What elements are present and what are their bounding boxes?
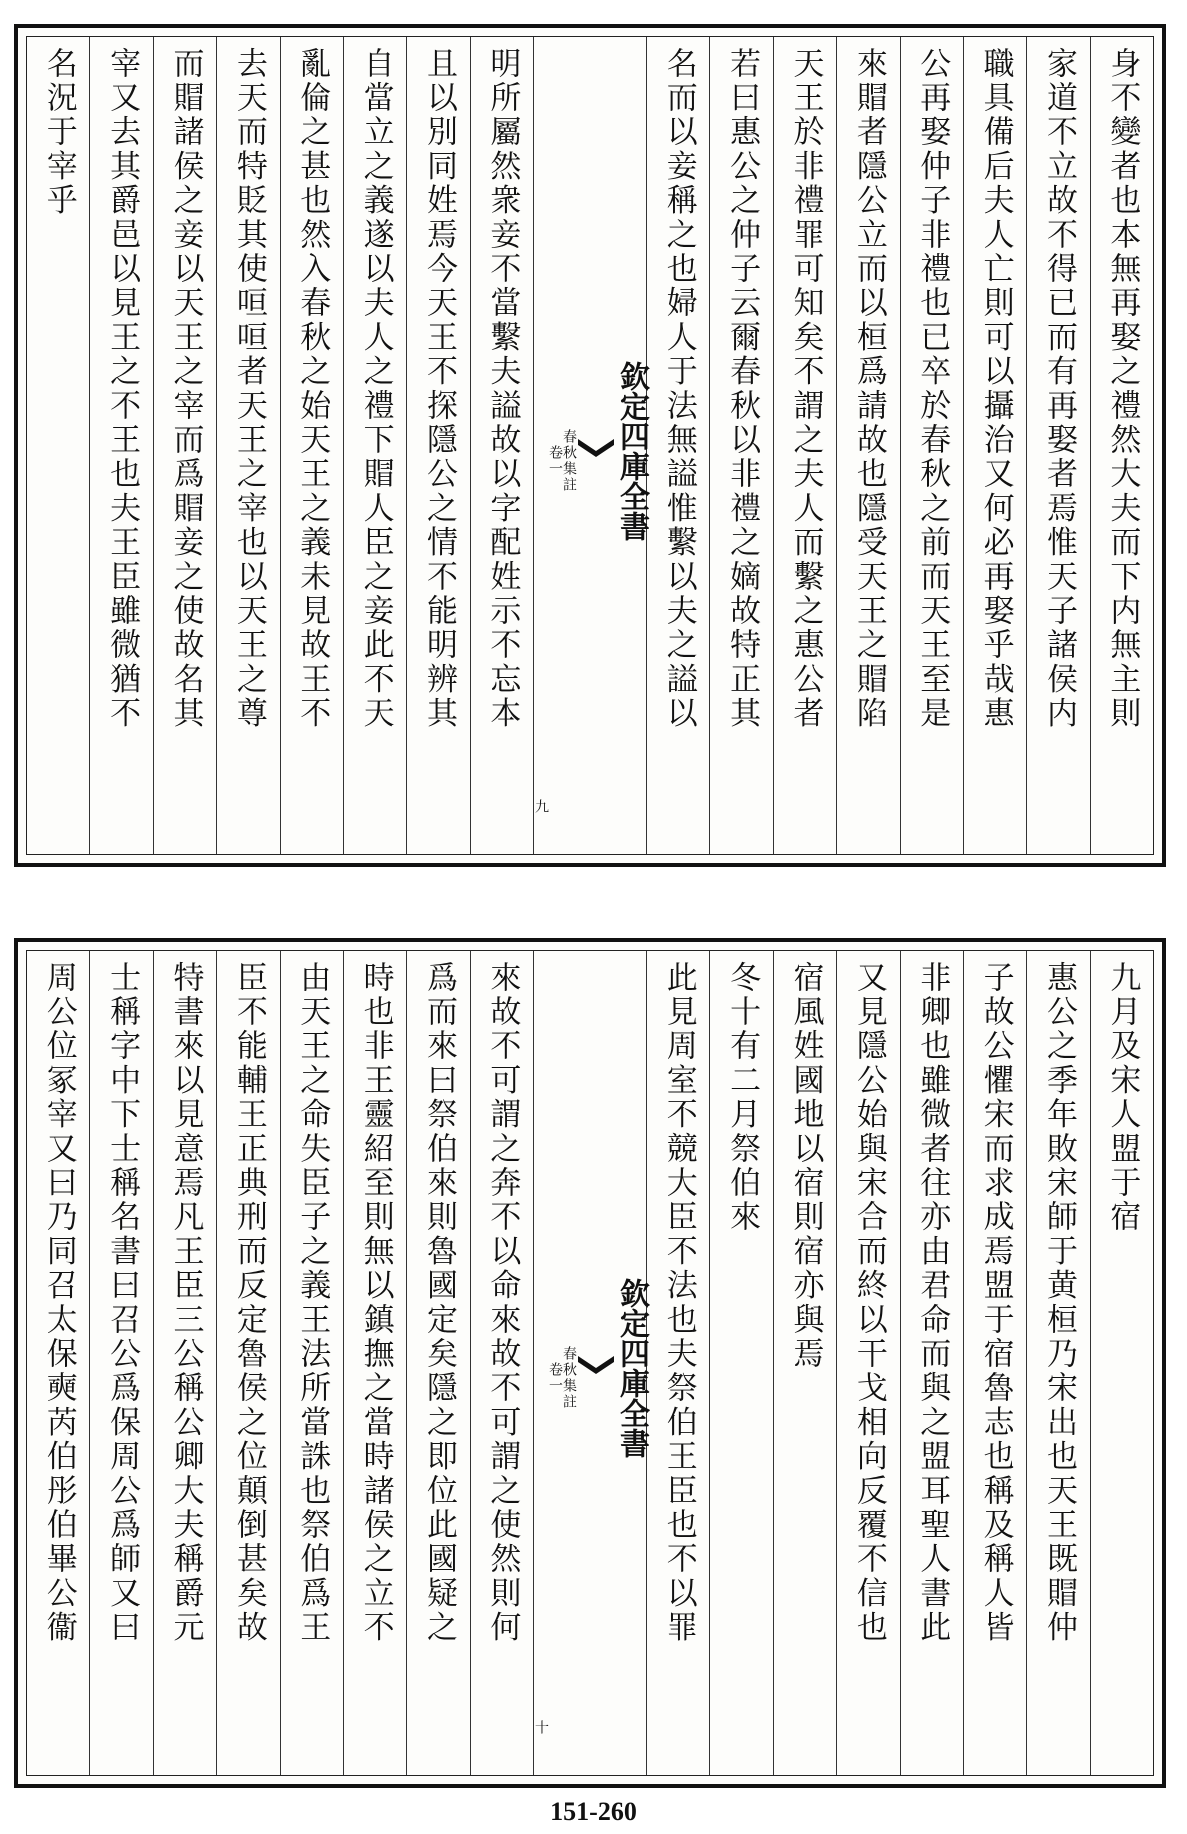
text-column: 天王於非禮罪可知矣不謂之夫人而繫之惠公者	[773, 37, 836, 854]
text-column: 宿風姓國地以宿則宿亦與焉	[773, 951, 836, 1775]
text-column: 子故公懼宋而求成焉盟于宿魯志也稱及稱人皆	[963, 951, 1026, 1775]
bottom-page	[14, 938, 1166, 1788]
text-column: 職具備后夫人亡則可以攝治又何必再娶乎哉惠	[963, 37, 1026, 854]
text-column: 家道不立故不得已而有再娶者焉惟天子諸侯内	[1026, 37, 1089, 854]
text-column: 而賵諸侯之妾以天王之宰而爲賵妾之使故名其	[153, 37, 216, 854]
text-column: 明所屬然衆妾不當繫夫謚故以字配姓示不忘本	[470, 37, 533, 854]
text-column: 特書來以見意焉凡王臣三公稱公卿大夫稱爵元	[153, 951, 216, 1775]
text-column: 時也非王靈紹至則無以鎮撫之當時諸侯之立不	[343, 951, 406, 1775]
gutter-volume: 卷一	[547, 1362, 563, 1394]
text-column: 身不變者也本無再娶之禮然大夫而下内無主則	[1090, 37, 1153, 854]
text-column: 來故不可謂之奔不以命來故不可謂之使然則何	[470, 951, 533, 1775]
gutter-book: 春秋集註	[561, 428, 577, 493]
fish-tail-mark-icon	[576, 1354, 616, 1382]
scan-page-number: 151-260	[550, 1797, 637, 1826]
text-column: 若曰惠公之仲子云爾春秋以非禮之嫡故特正其	[709, 37, 772, 854]
gutter-book: 春秋集註	[561, 1346, 577, 1410]
gutter-page-number: 十	[533, 1720, 549, 1735]
fish-tail-mark-icon	[576, 437, 616, 465]
text-column: 非卿也雖微者往亦由君命而與之盟耳聖人書此	[900, 951, 963, 1775]
text-column: 冬十有二月祭伯來	[709, 951, 772, 1775]
text-column: 臣不能輔王正典刑而反定魯侯之位顛倒甚矣故	[216, 951, 279, 1775]
text-column: 周公位冢宰又曰乃同召太保奭芮伯彤伯畢公衞	[40, 961, 77, 1645]
text-column: 來賵者隱公立而以桓爲請故也隱受天王之賵陷	[836, 37, 899, 854]
gutter-title: 欽定四庫全書	[614, 1278, 649, 1458]
text-column: 九月及宋人盟于宿	[1090, 951, 1153, 1775]
text-column: 名而以妾稱之也婦人于法無謚惟繫以夫之謚以	[646, 37, 709, 854]
top-page-frame	[26, 36, 1154, 855]
text-column: 自當立之義遂以夫人之禮下賵人臣之妾此不天	[343, 37, 406, 854]
center-gutter	[533, 37, 649, 854]
text-column: 去天而特貶其使咺咺者天王之宰也以天王之尊	[216, 37, 279, 854]
text-column: 爲而來曰祭伯來則魯國定矣隱之即位此國疑之	[406, 951, 469, 1775]
center-gutter	[533, 951, 649, 1775]
text-column: 又見隱公始與宋合而終以干戈相向反覆不信也	[836, 951, 899, 1775]
gutter-title: 欽定四庫全書	[614, 360, 649, 541]
text-column: 此見周室不競大臣不法也夫祭伯王臣也不以罪	[646, 951, 709, 1775]
text-column: 宰又去其爵邑以見王之不王也夫王臣雖微猶不	[89, 37, 152, 854]
text-column: 由天王之命失臣子之義王法所當誅也祭伯爲王	[280, 951, 343, 1775]
text-column: 公再娶仲子非禮也已卒於春秋之前而天王至是	[900, 37, 963, 854]
text-column: 名況于宰乎	[40, 47, 77, 218]
text-column: 士稱字中下士稱名書曰召公爲保周公爲師又曰	[89, 951, 152, 1775]
text-column: 亂倫之甚也然入春秋之始天王之義未見故王不	[280, 37, 343, 854]
top-page	[14, 24, 1166, 867]
text-column: 且以別同姓焉今天王不探隱公之情不能明辨其	[406, 37, 469, 854]
bottom-page-frame	[26, 950, 1154, 1776]
gutter-volume: 卷一	[547, 444, 563, 477]
gutter-page-number: 九	[533, 799, 549, 814]
text-column: 惠公之季年敗宋師于黄桓乃宋出也天王既賵仲	[1026, 951, 1089, 1775]
